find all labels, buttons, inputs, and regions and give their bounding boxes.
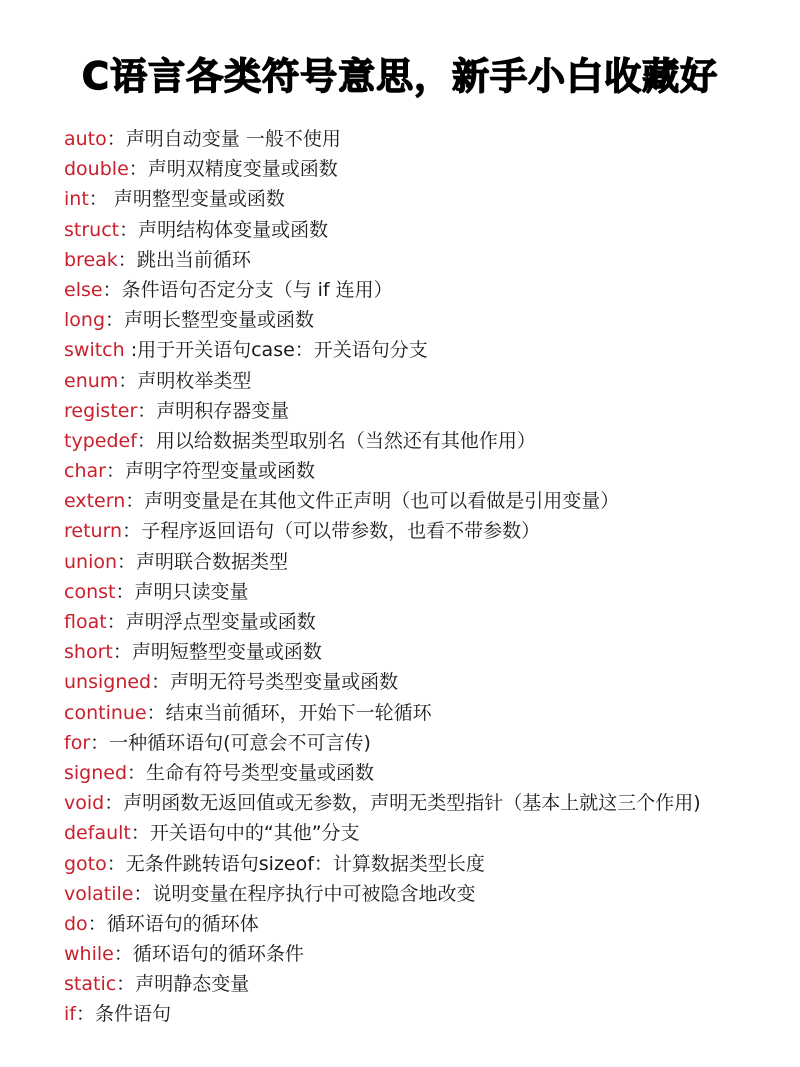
separator: ： [133,882,153,905]
keyword-description: 声明结构体变量或函数 [138,218,329,241]
list-item [64,698,780,728]
keyword-description: 循环语句的循环条件 [132,943,304,966]
separator: : [124,339,138,362]
separator: ： [106,852,126,875]
list-item [64,547,780,577]
list-item [64,124,780,154]
keyword-description: 声明整型变量或函数 [107,188,285,211]
separator: ： [119,218,139,241]
list-item [64,969,780,999]
keyword-label: do [64,912,88,935]
separator: ： [146,701,166,724]
separator: ： [112,641,132,664]
list-item [64,577,780,607]
separator: ： [137,399,157,422]
list-item [64,305,780,335]
keyword-description: 开关语句中的“其他”分支 [149,822,360,845]
keyword-label: double [64,158,129,181]
keyword-label: if [64,1003,76,1026]
list-item [64,939,780,969]
separator: ： [130,822,150,845]
keyword-label: static [64,973,117,996]
list-item [64,275,780,305]
keyword-description: 无条件跳转语句sizeof：计算数据类型长度 [125,852,485,875]
list-item [64,184,780,214]
keyword-label: short [64,641,113,664]
list-item [64,245,780,275]
keyword-description: 条件语句 [94,1003,171,1026]
list-item [64,879,780,909]
list-item [64,818,780,848]
separator: ： [136,429,156,452]
keyword-list [64,124,780,1030]
keyword-description: 用于开关语句case：开关语句分支 [137,339,428,362]
list-item [64,426,780,456]
separator: ： [118,369,138,392]
keyword-label: goto [64,852,107,875]
keyword-description: 条件语句否定分支（与 if 连用） [121,278,393,301]
list-item [64,849,780,879]
separator: ： [128,158,148,181]
separator: ： [151,671,171,694]
list-item [64,667,780,697]
keyword-label: volatile [64,882,134,905]
keyword-label: signed [64,761,128,784]
keyword-label: union [64,550,118,573]
list-item [64,758,780,788]
keyword-description: 说明变量在程序执行中可被隐含地改变 [152,882,476,905]
separator: ： [75,1003,95,1026]
list-item [64,154,780,184]
keyword-label: while [64,943,114,966]
keyword-description: 声明浮点型变量或函数 [125,611,316,633]
keyword-label: typedef [64,429,137,452]
list-item [64,999,780,1029]
keyword-label: register [64,399,138,422]
keyword-label: extern [64,490,126,513]
keyword-label: char [64,460,106,483]
separator: ： [105,309,125,332]
keyword-label: for [64,731,91,754]
keyword-label: break [64,248,118,271]
keyword-label: int [64,188,89,211]
keyword-description: 声明双精度变量或函数 [147,158,338,181]
separator: ： [88,188,108,211]
separator: ： [104,792,124,815]
keyword-label: switch [64,339,125,362]
keyword-label: enum [64,369,119,392]
keyword-description: 循环语句的循环体 [106,912,259,935]
separator: ： [116,973,136,996]
keyword-label: auto [64,128,107,150]
keyword-description: 跳出当前循环 [136,248,251,271]
separator: ： [115,580,135,603]
page-title: C语言各类符号意思，新手小白收藏好 [81,55,719,98]
list-item [64,516,780,546]
separator: ： [106,611,126,633]
list-item [64,215,780,245]
keyword-description: 声明枚举类型 [137,369,252,392]
keyword-description: 声明短整型变量或函数 [131,641,322,664]
keyword-description: 结束当前循环，开始下一轮循环 [165,701,432,724]
keyword-label: const [64,580,116,603]
keyword-description: 声明自动变量 一般不使用 [125,128,341,150]
keyword-description: 声明长整型变量或函数 [124,309,315,332]
list-item [64,456,780,486]
list-item [64,728,780,758]
list-item [64,335,780,365]
list-item [64,366,780,396]
list-item [64,396,780,426]
separator: ： [125,490,145,513]
keyword-description: 声明联合数据类型 [136,550,289,573]
keyword-label: struct [64,218,120,241]
keyword-description: 一种循环语句(可意会不可言传) [109,731,371,754]
keyword-description: 声明积存器变量 [156,399,290,422]
keyword-label: continue [64,701,147,724]
list-item [64,607,780,637]
keyword-description: 声明变量是在其他文件正声明（也可以看做是引用变量） [144,490,620,513]
list-item [64,637,780,667]
keyword-label: unsigned [64,671,152,694]
keyword-description: 声明静态变量 [135,973,250,996]
list-item [64,788,780,818]
keyword-description: 生命有符号类型变量或函数 [146,761,375,784]
list-item [64,909,780,939]
keyword-label: return [64,520,123,543]
keyword-label: default [64,822,131,845]
separator: ： [122,520,142,543]
separator: ： [105,460,125,483]
keyword-label: void [64,792,105,815]
keyword-description: 声明函数无返回值或无参数，声明无类型指针（基本上就这三个作用) [123,792,701,815]
keyword-description: 用以给数据类型取别名（当然还有其他作用） [155,429,536,452]
separator: ： [106,128,126,150]
separator: ： [117,248,137,271]
keyword-description: 子程序返回语句（可以带参数，也看不带参数） [141,520,541,543]
separator: ： [90,731,110,754]
keyword-description: 声明只读变量 [134,580,249,603]
keyword-label: float [64,611,107,633]
keyword-label: long [64,309,106,332]
separator: ： [87,912,107,935]
keyword-description: 声明无符号类型变量或函数 [170,671,399,694]
list-item [64,486,780,516]
keyword-label: else [64,278,103,301]
separator: ： [117,550,137,573]
separator: ： [127,761,147,784]
separator: ： [113,943,133,966]
separator: ： [102,278,122,301]
keyword-description: 声明字符型变量或函数 [124,460,315,483]
